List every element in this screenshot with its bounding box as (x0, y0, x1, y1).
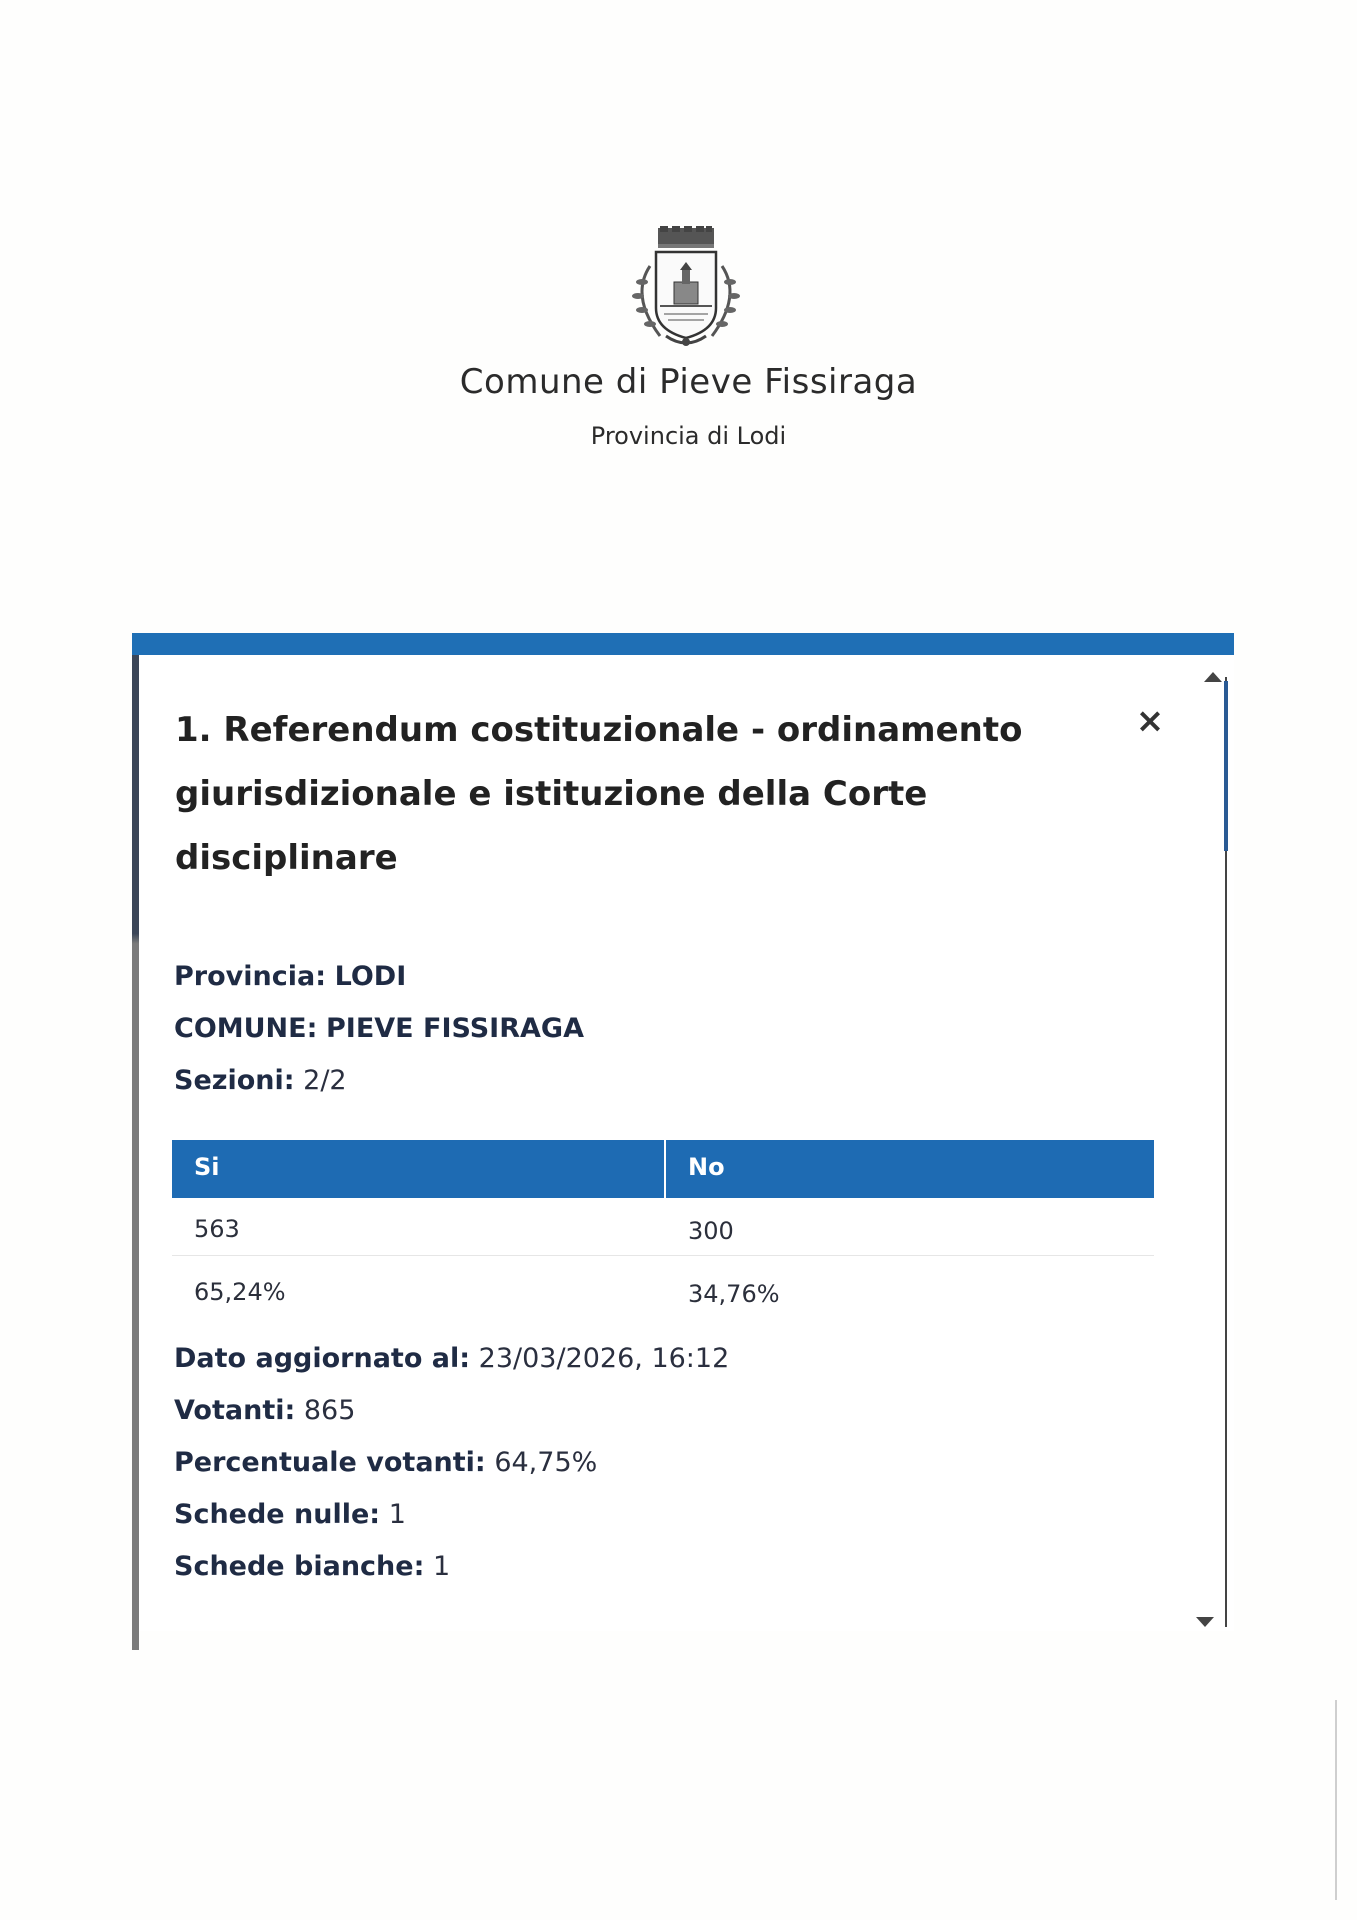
info-value: 2/2 (303, 1065, 347, 1096)
info-provincia (174, 961, 406, 992)
panel-title: 1. Referendum costituzionale - ordinamento giurisdizionale e istituzione della Corte disciplinare (175, 710, 1023, 878)
org-subtitle: Provincia di Lodi (590, 422, 787, 450)
summary-value: 865 (303, 1395, 356, 1426)
info-sezioni (174, 1065, 347, 1096)
results-table-header (172, 1140, 1154, 1198)
info-value: LODI (334, 961, 407, 992)
summary-schede-bianche (174, 1551, 450, 1582)
percentage-no: 34,76% (688, 1280, 780, 1308)
summary-value: 1 (388, 1499, 406, 1530)
summary-label: Schede nulle: (174, 1499, 381, 1530)
header-divider (664, 1140, 666, 1198)
row-separator (172, 1255, 1154, 1256)
summary-value: 23/03/2026, 16:12 (478, 1343, 730, 1374)
column-header-no: No (688, 1153, 725, 1181)
votes-no: 300 (688, 1217, 734, 1245)
summary-label: Schede bianche: (174, 1551, 425, 1582)
close-button[interactable]: × (1135, 701, 1165, 741)
summary-value: 64,75% (494, 1447, 598, 1478)
info-value: PIEVE FISSIRAGA (326, 1013, 584, 1044)
column-header-si: Si (194, 1153, 220, 1181)
scroll-down-arrow-icon[interactable] (1196, 1617, 1214, 1627)
coat-of-arms-icon (620, 226, 752, 354)
summary-value: 1 (432, 1551, 451, 1582)
summary-schede-nulle (174, 1499, 406, 1530)
info-label: COMUNE: (174, 1013, 318, 1044)
info-label: Sezioni: (174, 1065, 295, 1096)
summary-percentuale-votanti (174, 1447, 597, 1478)
info-comune (174, 1013, 584, 1044)
summary-votanti (174, 1395, 355, 1426)
summary-updated (174, 1343, 729, 1374)
panel-top-bar (132, 633, 1234, 655)
summary-label: Percentuale votanti: (174, 1447, 486, 1478)
summary-label: Dato aggiornato al: (174, 1343, 471, 1374)
org-title: Comune di Pieve Fissiraga (459, 362, 918, 402)
votes-si: 563 (194, 1215, 240, 1243)
percentage-si: 65,24% (194, 1278, 286, 1306)
summary-label: Votanti: (174, 1395, 296, 1426)
referendum-result-panel (132, 633, 1234, 1631)
scroll-up-arrow-icon[interactable] (1204, 672, 1222, 682)
panel-left-border (132, 655, 139, 1650)
info-label: Provincia: (174, 961, 327, 992)
scrollbar-thumb[interactable] (1224, 681, 1228, 851)
page-edge (1335, 1700, 1337, 1900)
